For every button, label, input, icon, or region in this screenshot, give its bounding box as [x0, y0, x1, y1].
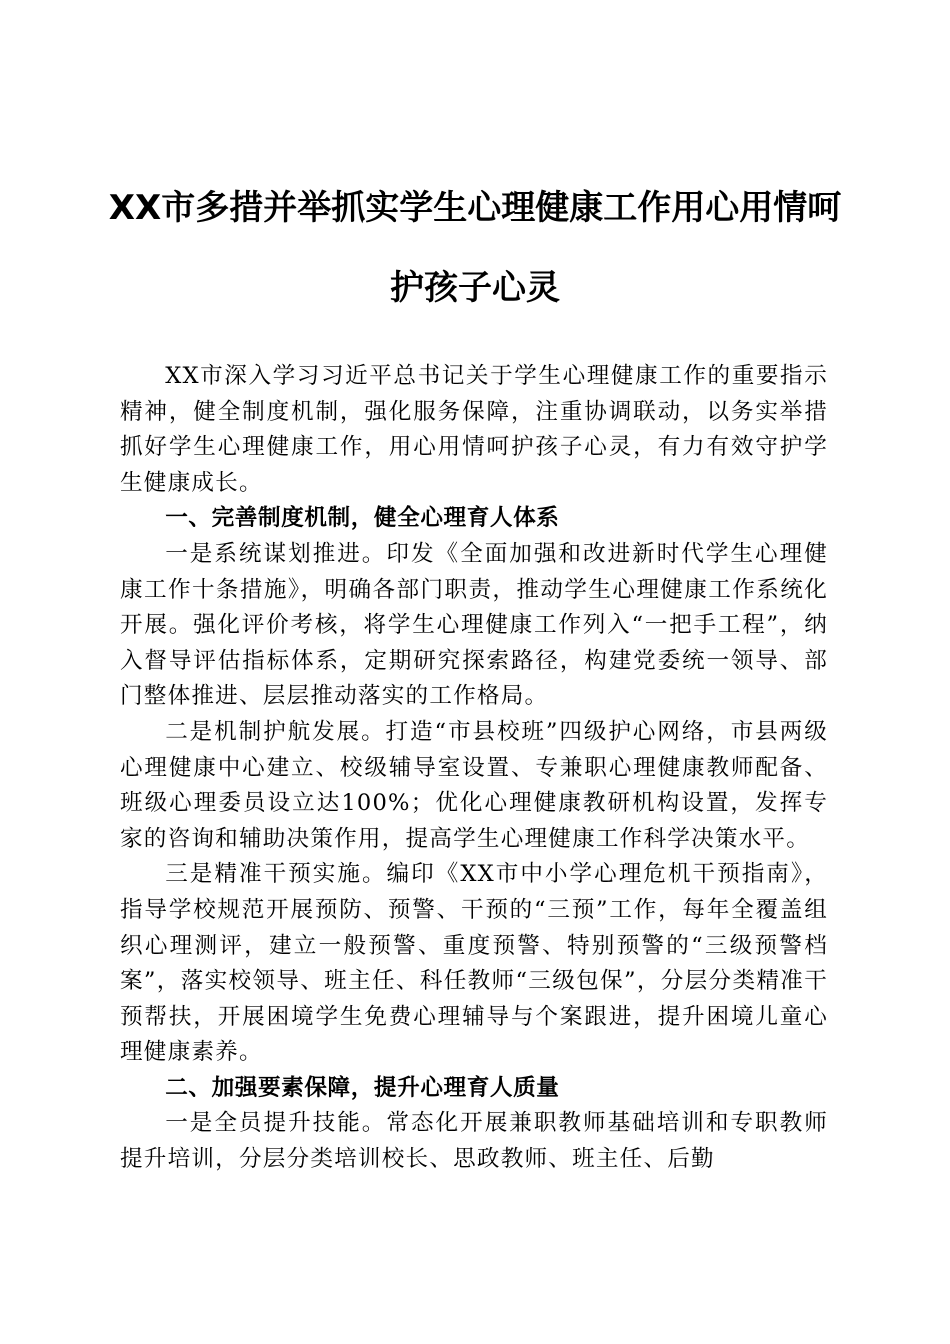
body-paragraph: 一是全员提升技能。常态化开展兼职教师基础培训和专职教师提升培训，分层分类培训校长、思政教师、班主任、后勤 — [120, 1110, 828, 1173]
intro-paragraph: XX市深入学习习近平总书记关于学生心理健康工作的重要指示精神，健全制度机制，强化服务保障，注重协调联动，以务实举措抓好学生心理健康工作，用心用情呵护孩子心灵，有力有效守护学生健康成长。 — [120, 363, 828, 496]
body-paragraph: 二是机制护航发展。打造“市县校班”四级护心网络，市县两级心理健康中心建立、校级辅导室设置、专兼职心理健康教师配备、班级心理委员设立达100%；优化心理健康教研机构设置，发挥专家的咨询和辅助决策作用，提高学生心理健康工作科学决策水平。 — [120, 718, 828, 852]
section-heading: 二、加强要素保障，提升心理育人质量 — [165, 1074, 560, 1101]
section-heading: 一、完善制度机制，健全心理育人体系 — [165, 505, 560, 532]
body-paragraph: 一是系统谋划推进。印发《全面加强和改进新时代学生心理健康工作十条措施》，明确各部门职责，推动学生心理健康工作系统化开展。强化评价考核，将学生心理健康工作列入“一把手工程”，纳入督导评估指标体系，定期研究探索路径，构建党委统一领导、部门整体推进、层层推动落实的工作格局。 — [120, 540, 828, 710]
body-paragraph: 三是精准干预实施。编印《XX市中小学心理危机干预指南》，指导学校规范开展预防、预警、干预的“三预”工作，每年全覆盖组织心理测评，建立一般预警、重度预警、特别预警的“三级预警档案”，落实校领导、班主任、科任教师“三级包保”，分层分类精准干预帮扶，开展困境学生免费心理辅导与个案跟进，提升困境儿童心理健康素养。 — [120, 861, 828, 1066]
document-title: XX市多措并举抓实学生心理健康工作用心用情呵护孩子心灵 — [108, 188, 842, 308]
document-body — [120, 359, 828, 1178]
